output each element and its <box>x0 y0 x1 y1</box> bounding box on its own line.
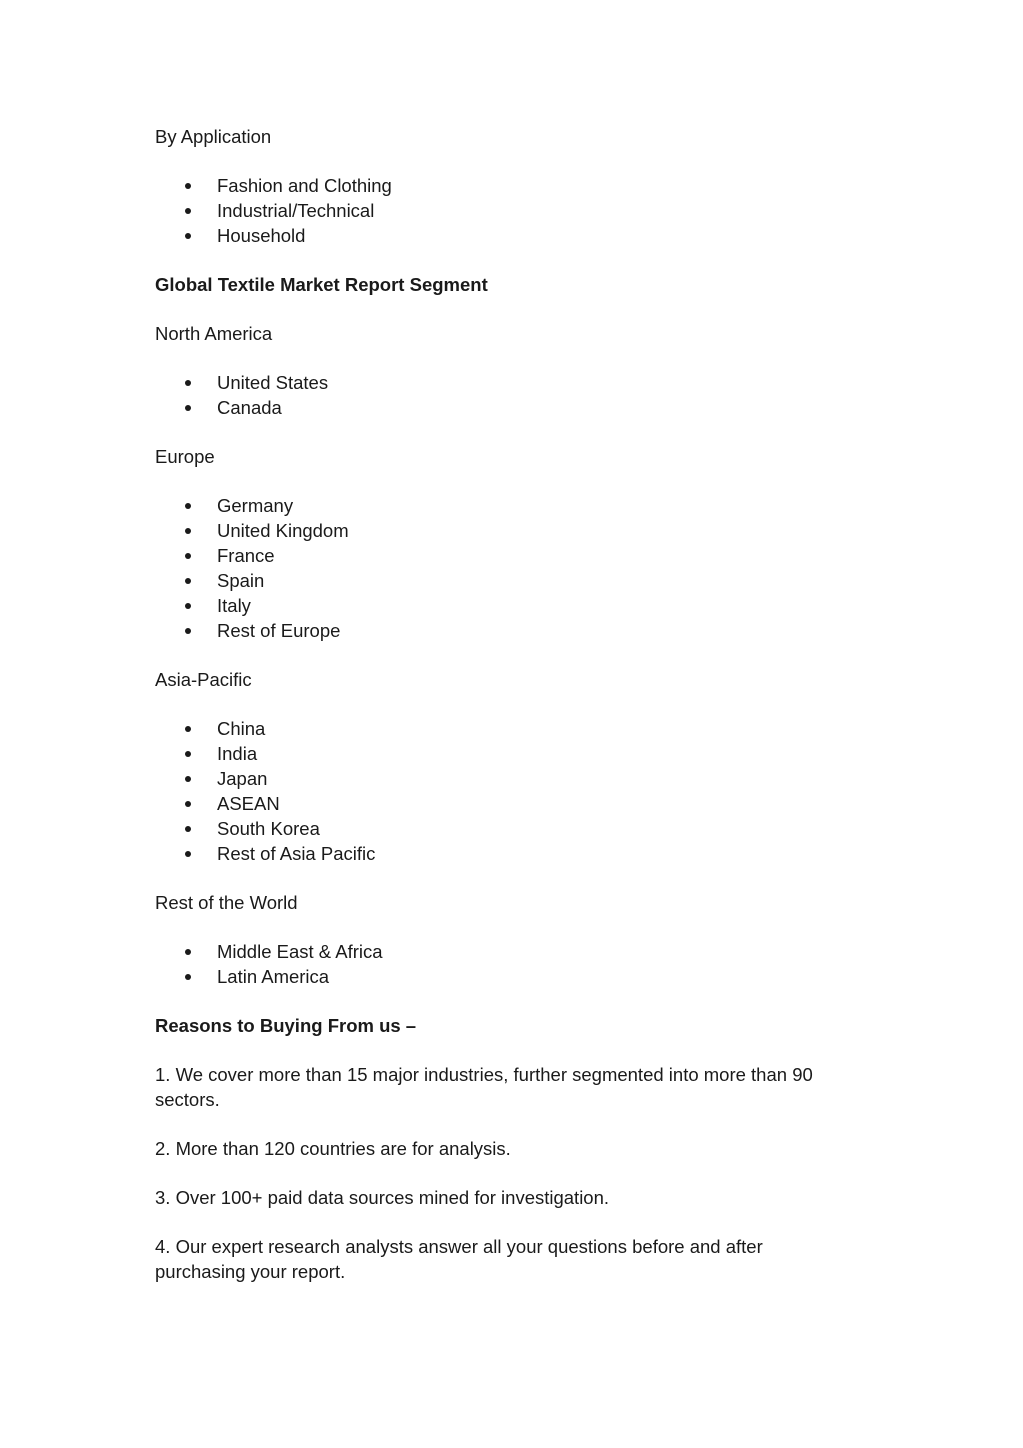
bullet-icon <box>185 628 191 634</box>
list-item: Middle East & Africa <box>155 939 855 964</box>
list-item: Japan <box>155 766 855 791</box>
region-heading-rest-of-world: Rest of the World <box>155 892 298 913</box>
by-application-heading: By Application <box>155 126 272 147</box>
bullet-icon <box>185 949 191 955</box>
list-item: Canada <box>155 395 855 420</box>
europe-list <box>155 493 855 643</box>
segment-title: Global Textile Market Report Segment <box>155 274 488 295</box>
reason-item: 4. Our expert research analysts answer all your questions before and after purchasing your report. <box>155 1236 763 1282</box>
list-item: Fashion and Clothing <box>155 173 855 198</box>
bullet-icon <box>185 776 191 782</box>
bullet-icon <box>185 183 191 189</box>
reason-item: 3. Over 100+ paid data sources mined for investigation. <box>155 1187 610 1208</box>
bullet-icon <box>185 380 191 386</box>
asia-pacific-list <box>155 716 855 866</box>
bullet-icon <box>185 603 191 609</box>
list-item: Italy <box>155 593 855 618</box>
bullet-icon <box>185 801 191 807</box>
rest-of-world-list <box>155 939 855 989</box>
reasons-heading: Reasons to Buying From us – <box>155 1015 417 1036</box>
region-heading-asia-pacific: Asia-Pacific <box>155 669 252 690</box>
list-item: Spain <box>155 568 855 593</box>
document-page <box>155 124 855 1308</box>
bullet-icon <box>185 233 191 239</box>
list-item: Household <box>155 223 855 248</box>
list-item: Industrial/Technical <box>155 198 855 223</box>
list-item: United Kingdom <box>155 518 855 543</box>
list-item: France <box>155 543 855 568</box>
bullet-icon <box>185 751 191 757</box>
bullet-icon <box>185 851 191 857</box>
region-heading-europe: Europe <box>155 446 215 467</box>
bullet-icon <box>185 578 191 584</box>
bullet-icon <box>185 405 191 411</box>
bullet-icon <box>185 826 191 832</box>
region-heading-north-america: North America <box>155 323 273 344</box>
bullet-icon <box>185 974 191 980</box>
reason-item: 1. We cover more than 15 major industries, further segmented into more than 90 sectors. <box>155 1064 813 1110</box>
list-item: Germany <box>155 493 855 518</box>
reason-item: 2. More than 120 countries are for analysis. <box>155 1138 511 1159</box>
list-item: ASEAN <box>155 791 855 816</box>
list-item: Rest of Europe <box>155 618 855 643</box>
list-item: United States <box>155 370 855 395</box>
bullet-icon <box>185 726 191 732</box>
list-item: China <box>155 716 855 741</box>
bullet-icon <box>185 553 191 559</box>
application-list <box>155 173 855 248</box>
bullet-icon <box>185 528 191 534</box>
bullet-icon <box>185 503 191 509</box>
list-item: Rest of Asia Pacific <box>155 841 855 866</box>
north-america-list <box>155 370 855 420</box>
list-item: Latin America <box>155 964 855 989</box>
list-item: India <box>155 741 855 766</box>
list-item: South Korea <box>155 816 855 841</box>
bullet-icon <box>185 208 191 214</box>
